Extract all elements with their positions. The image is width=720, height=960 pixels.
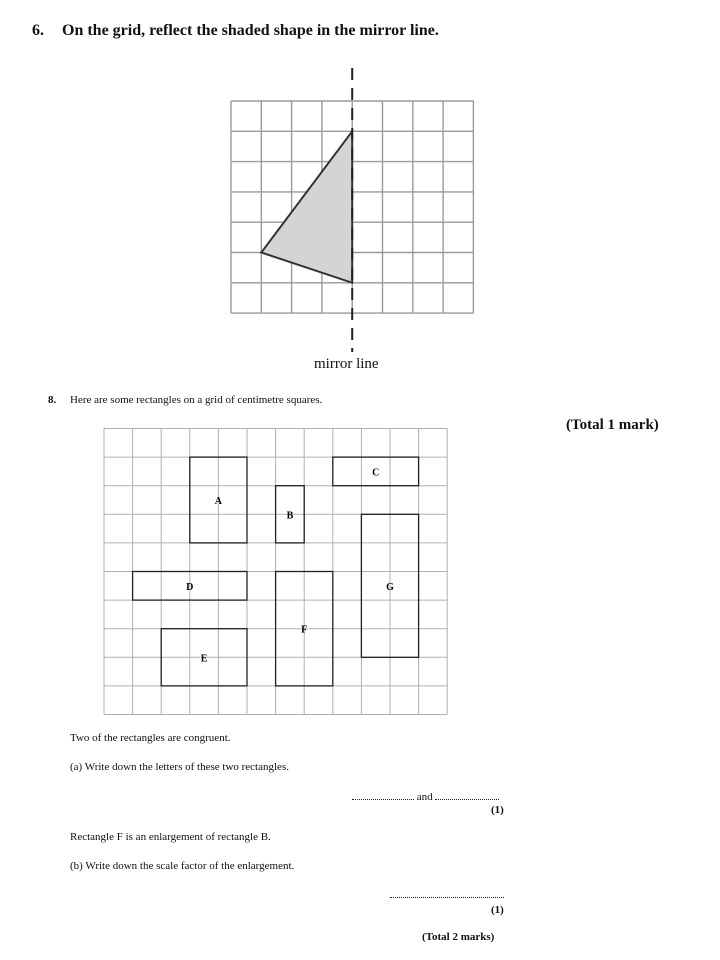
rectangle-b-label: B [286, 510, 294, 522]
rectangle-a-label: A [214, 496, 223, 507]
mirror-line-label: mirror line [314, 356, 379, 372]
answer-blank-1[interactable] [352, 789, 414, 800]
rectangle-c-label: C [372, 467, 380, 479]
part-a-answer-line [352, 789, 499, 803]
and-label: and [416, 791, 433, 803]
total-1-mark: (Total 1 mark) [566, 417, 659, 433]
part-a-question: (a) Write down the letters of these two rectangles. [70, 761, 289, 773]
question-8-number: 8. [48, 394, 57, 406]
answer-blank-2[interactable] [435, 789, 499, 800]
part-b-mark: (1) [491, 904, 504, 916]
rectangle-f-label: F [301, 624, 308, 636]
total-2-marks: (Total 2 marks) [422, 931, 495, 943]
congruent-statement: Two of the rectangles are congruent. [70, 732, 231, 744]
rectangle-e-label: E [200, 653, 208, 665]
question-6-text: On the grid, reflect the shaded shape in the mirror line. [62, 22, 439, 39]
part-b-question: (b) Write down the scale factor of the enlargement. [70, 860, 295, 872]
rectangle-d-label: D [186, 581, 194, 593]
question-8-text: Here are some rectangles on a grid of centimetre squares. [70, 394, 323, 406]
rectangle-g-label: G [386, 581, 394, 593]
part-a-mark: (1) [491, 804, 504, 816]
rectangle-f-statement: Rectangle F is an enlargement of rectangle B. [70, 831, 271, 843]
shaded-triangle [261, 131, 352, 282]
question-6-number: 6. [32, 22, 44, 39]
part-b-answer-blank[interactable] [390, 887, 504, 898]
